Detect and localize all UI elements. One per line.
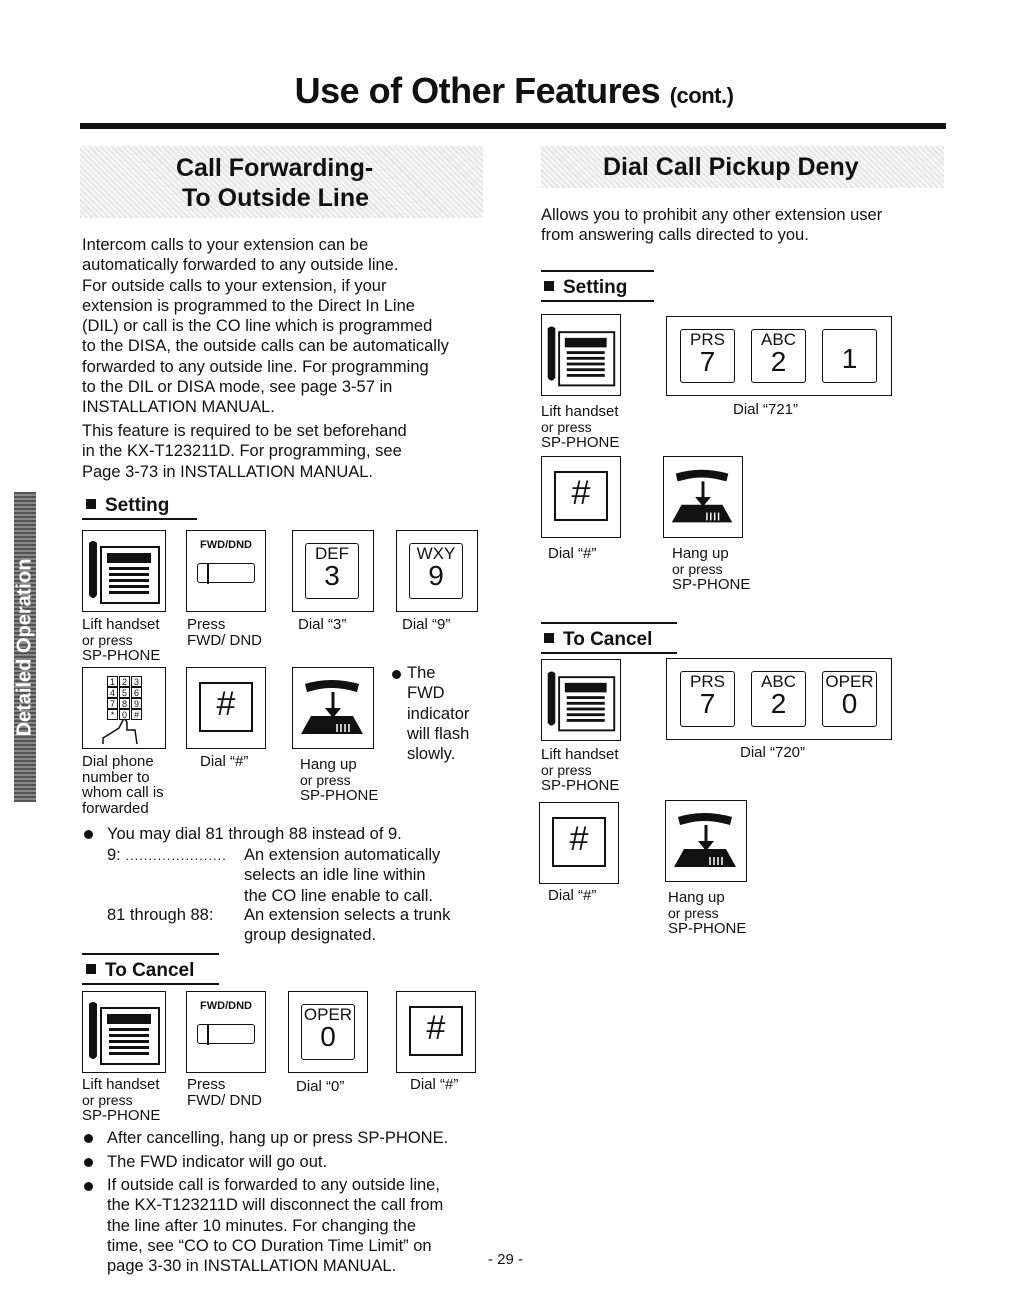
intro-line: Intercom calls to your extension can be — [82, 236, 369, 254]
note-line: The — [407, 664, 436, 682]
key-number: 7 — [699, 346, 716, 377]
keypad-digit: 6 — [131, 687, 142, 698]
caption-line: or press — [82, 631, 133, 648]
caption-line: or press — [300, 771, 351, 788]
note-line: the KX-T123211D will disconnect the call from — [107, 1196, 444, 1215]
caption-line: SP-PHONE — [541, 777, 620, 794]
caption-line: Lift handset — [541, 403, 619, 420]
handset-lift-icon — [541, 314, 621, 396]
hash-key-icon: # — [552, 817, 606, 867]
note-line: If outside call is forwarded to any outside line, — [107, 1176, 440, 1194]
left-setting-label: Setting — [105, 495, 170, 516]
key-1-icon — [822, 329, 877, 383]
caption-line: Hang up — [672, 545, 729, 562]
fwd-dnd-button-shape — [197, 563, 255, 583]
right-cancel-overline — [541, 622, 677, 624]
pickup-deny-heading: Dial Call Pickup Deny — [603, 153, 859, 181]
hand-icon — [83, 668, 164, 747]
dial-hash-caption: Dial “#” — [200, 753, 249, 770]
dial-hash-caption: Dial “#” — [410, 1076, 459, 1093]
hash-key-icon: # — [409, 1006, 463, 1056]
caption-line: or press — [668, 904, 719, 921]
dial-721-box — [666, 316, 892, 396]
lift-handset-caption — [82, 1077, 160, 1124]
caption-line: Hang up — [668, 889, 725, 906]
page-title-text: Use of Other Features — [294, 70, 661, 111]
left-cancel-underline — [82, 983, 219, 985]
caption-line: Lift handset — [541, 746, 619, 763]
hash-key-box — [539, 802, 619, 884]
key-0-icon — [822, 671, 877, 727]
key-2-icon — [751, 329, 806, 383]
intro-line: forwarded to any outside line. For programming — [82, 357, 429, 376]
lift-handset-caption — [82, 617, 160, 664]
left-setting-underline — [82, 518, 197, 520]
right-setting-underline — [541, 300, 654, 302]
note-line: FWD — [407, 684, 445, 703]
telephone-icon — [542, 315, 619, 394]
key-0-box — [288, 991, 368, 1073]
note-line: in the KX-T123211D. For programming, see — [82, 442, 402, 461]
hang-up-box — [292, 667, 374, 749]
lift-handset-caption — [541, 747, 619, 794]
intro-line: (DIL) or call is the CO line which is programmed — [82, 317, 433, 336]
key-2-icon — [751, 671, 806, 727]
caption-line: SP-PHONE — [672, 576, 751, 593]
option-81-88-key: 81 through 88: — [107, 906, 214, 924]
fwd-dnd-key-label: FWD/DND — [200, 539, 252, 551]
dial-keypad-icon — [82, 667, 166, 749]
caption-line: Lift handset — [82, 1076, 160, 1093]
key-letters: ABC — [761, 672, 796, 691]
keypad-digit: * — [107, 709, 118, 720]
hang-up-icon — [293, 668, 372, 747]
intro-line: extension is programmed to the Direct In Line — [82, 296, 415, 315]
hash-key-icon: # — [554, 471, 608, 521]
option-desc-line: the CO line enable to call. — [244, 886, 433, 905]
caption-line: SP-PHONE — [82, 647, 161, 664]
option-desc-line: selects an idle line within — [244, 866, 426, 885]
handset-lift-icon — [82, 991, 166, 1073]
key-9-icon — [409, 543, 463, 599]
left-setting-heading — [86, 495, 169, 517]
telephone-icon — [542, 660, 619, 739]
caption-line: or press — [541, 761, 592, 778]
caption-line: FWD/ DND — [187, 1091, 262, 1109]
right-cancel-underline — [541, 652, 677, 654]
caption-line: SP-PHONE — [82, 1107, 161, 1124]
caption-line: SP-PHONE — [300, 787, 379, 804]
dial-81-note: You may dial 81 through 88 instead of 9. — [107, 825, 402, 843]
option-81-88-desc — [244, 905, 450, 946]
intro-line: to the DIL or DISA mode, see page 3-57 in — [82, 378, 393, 397]
caption-line: number to — [82, 768, 150, 786]
dial-hash-caption: Dial “#” — [548, 545, 597, 562]
key-number: 7 — [699, 688, 716, 719]
call-forwarding-note — [82, 421, 502, 482]
note-line: indicator — [407, 704, 470, 723]
note-line: slowly. — [407, 745, 456, 764]
right-cancel-heading — [544, 629, 652, 651]
after-cancel-note: After cancelling, hang up or press SP-PHONE. — [107, 1129, 449, 1147]
key-letters: OPER — [825, 672, 874, 691]
key-letters: PRS — [690, 672, 725, 691]
call-forwarding-heading-line1: Call Forwarding- — [176, 154, 374, 182]
bullet-dot-icon — [84, 830, 93, 839]
option-key: 9: — [107, 846, 121, 864]
disconnect-note — [107, 1175, 443, 1276]
intro-line: to the DISA, the outside calls can be automatically — [82, 337, 449, 356]
note-line: will flash — [407, 724, 470, 743]
key-letters: PRS — [690, 330, 725, 349]
bullet-square-icon — [86, 964, 96, 974]
keypad-digit: 2 — [119, 676, 130, 687]
dial-720-box — [666, 658, 892, 740]
dial-721-caption: Dial “721” — [733, 401, 799, 418]
fwd-note-text — [407, 663, 507, 764]
key-letters: WXY — [416, 544, 456, 563]
bullet-dot-icon — [84, 1182, 93, 1191]
keypad-digit: 3 — [131, 676, 142, 687]
fwd-dnd-key-icon — [186, 991, 266, 1073]
left-cancel-overline — [82, 953, 219, 955]
option-desc-line: An extension automatically — [244, 846, 441, 864]
intro-line: Allows you to prohibit any other extension user — [541, 206, 883, 224]
right-setting-heading — [544, 277, 627, 299]
key-letters: ABC — [761, 330, 796, 349]
fwd-indicator-out-note: The FWD indicator will go out. — [107, 1153, 328, 1171]
option-desc-line: An extension selects a trunk — [244, 906, 451, 924]
call-forwarding-heading-line2: To Outside Line — [182, 184, 370, 212]
fwd-dnd-button-shape — [197, 1024, 255, 1044]
page-title — [0, 70, 1028, 112]
fwd-dnd-key-icon — [186, 530, 266, 612]
key-number: 2 — [770, 346, 787, 377]
fwd-dnd-button-divider — [207, 1024, 209, 1045]
dot-leader: ...................... — [125, 848, 227, 863]
key-3-icon — [305, 543, 359, 599]
bullet-dot-icon — [392, 670, 401, 679]
right-setting-overline — [541, 270, 654, 272]
dial-0-caption: Dial “0” — [296, 1078, 345, 1095]
fwd-dnd-button-divider — [207, 563, 209, 584]
caption-line: Lift handset — [82, 616, 160, 633]
intro-line: automatically forwarded to any outside line. — [82, 256, 399, 275]
bullet-square-icon — [86, 499, 96, 509]
note-line: This feature is required to be set beforehand — [82, 422, 407, 440]
key-9-box — [396, 530, 478, 612]
caption-line: SP-PHONE — [668, 920, 747, 937]
intro-line: For outside calls to your extension, if your — [82, 276, 387, 295]
hash-key-box — [396, 991, 476, 1073]
caption-line: or press — [672, 560, 723, 577]
caption-line: Hang up — [300, 756, 357, 773]
key-7-icon — [680, 329, 735, 383]
keypad-digit: 9 — [131, 698, 142, 709]
hang-up-caption — [672, 546, 750, 593]
keypad-digit: 7 — [107, 698, 118, 709]
note-line: the line after 10 minutes. For changing the — [107, 1216, 417, 1235]
lift-handset-caption — [541, 404, 619, 451]
key-number: 1 — [841, 343, 858, 374]
call-forwarding-intro — [82, 235, 502, 418]
telephone-icon — [83, 992, 164, 1071]
keypad-digit: 0 — [119, 709, 130, 720]
bullet-dot-icon — [84, 1158, 93, 1167]
caption-line: or press — [541, 418, 592, 435]
caption-line: or press — [82, 1091, 133, 1108]
right-cancel-label: To Cancel — [563, 629, 653, 650]
caption-line: FWD/ DND — [187, 631, 262, 649]
key-number: 2 — [770, 688, 787, 719]
dial-9-caption: Dial “9” — [402, 616, 451, 633]
key-0-icon — [301, 1004, 355, 1060]
hash-key-box — [541, 456, 621, 538]
note-line: time, see “CO to CO Duration Time Limit” on — [107, 1236, 432, 1255]
keypad-digit: 5 — [119, 687, 130, 698]
option-desc-line: group designated. — [244, 926, 377, 945]
fwd-dnd-key-label: FWD/DND — [200, 1000, 252, 1012]
right-setting-label: Setting — [563, 277, 628, 298]
option-9-key — [107, 845, 227, 866]
press-fwd-caption — [187, 1077, 262, 1108]
hang-up-caption — [300, 757, 378, 804]
left-cancel-heading — [86, 960, 194, 982]
dial-3-caption: Dial “3” — [298, 616, 347, 633]
side-tab-label: Detailed Operation — [13, 558, 36, 737]
pickup-deny-intro — [541, 205, 941, 246]
handset-lift-icon — [82, 530, 166, 612]
dial-hash-caption: Dial “#” — [548, 887, 597, 904]
hash-key-box — [186, 667, 266, 749]
key-number: 9 — [428, 560, 444, 591]
telephone-icon — [83, 531, 164, 610]
bullet-dot-icon — [84, 1134, 93, 1143]
key-7-icon — [680, 671, 735, 727]
press-fwd-caption — [187, 617, 262, 648]
key-number: 0 — [320, 1021, 336, 1052]
keypad-digit: 4 — [107, 687, 118, 698]
key-number: 0 — [841, 688, 858, 719]
title-rule — [80, 123, 946, 129]
dial-720-caption: Dial “720” — [740, 744, 806, 761]
bullet-square-icon — [544, 281, 554, 291]
caption-line: forwarded — [82, 799, 149, 817]
hang-up-icon — [666, 801, 745, 880]
key-3-box — [292, 530, 374, 612]
note-line: Page 3-73 in INSTALLATION MANUAL. — [82, 462, 373, 481]
key-letters: OPER — [303, 1005, 353, 1024]
hang-up-box — [663, 456, 743, 538]
option-9-desc — [244, 845, 440, 906]
caption-line: Dial phone — [82, 753, 154, 770]
dial-phone-number-caption — [82, 754, 164, 816]
hash-key-icon: # — [199, 682, 253, 732]
hang-up-caption — [668, 890, 746, 937]
hang-up-icon — [664, 457, 741, 536]
note-line: page 3-30 in INSTALLATION MANUAL. — [107, 1257, 397, 1276]
key-number: 3 — [324, 560, 340, 591]
hang-up-box — [665, 800, 747, 882]
keypad-digit: 1 — [107, 676, 118, 687]
caption-line: Press — [187, 1076, 226, 1093]
bullet-square-icon — [544, 633, 554, 643]
caption-line: Press — [187, 616, 226, 633]
page-title-suffix: (cont.) — [669, 83, 734, 108]
intro-line: INSTALLATION MANUAL. — [82, 398, 275, 417]
handset-lift-icon — [541, 659, 621, 741]
page-number: - 29 - — [488, 1251, 524, 1268]
left-cancel-label: To Cancel — [105, 960, 195, 981]
keypad-digit: 8 — [119, 698, 130, 709]
caption-line: whom call is — [82, 784, 164, 801]
key-letters: DEF — [315, 544, 349, 563]
intro-line: from answering calls directed to you. — [541, 226, 809, 245]
keypad-digit: # — [131, 709, 142, 720]
caption-line: SP-PHONE — [541, 434, 620, 451]
